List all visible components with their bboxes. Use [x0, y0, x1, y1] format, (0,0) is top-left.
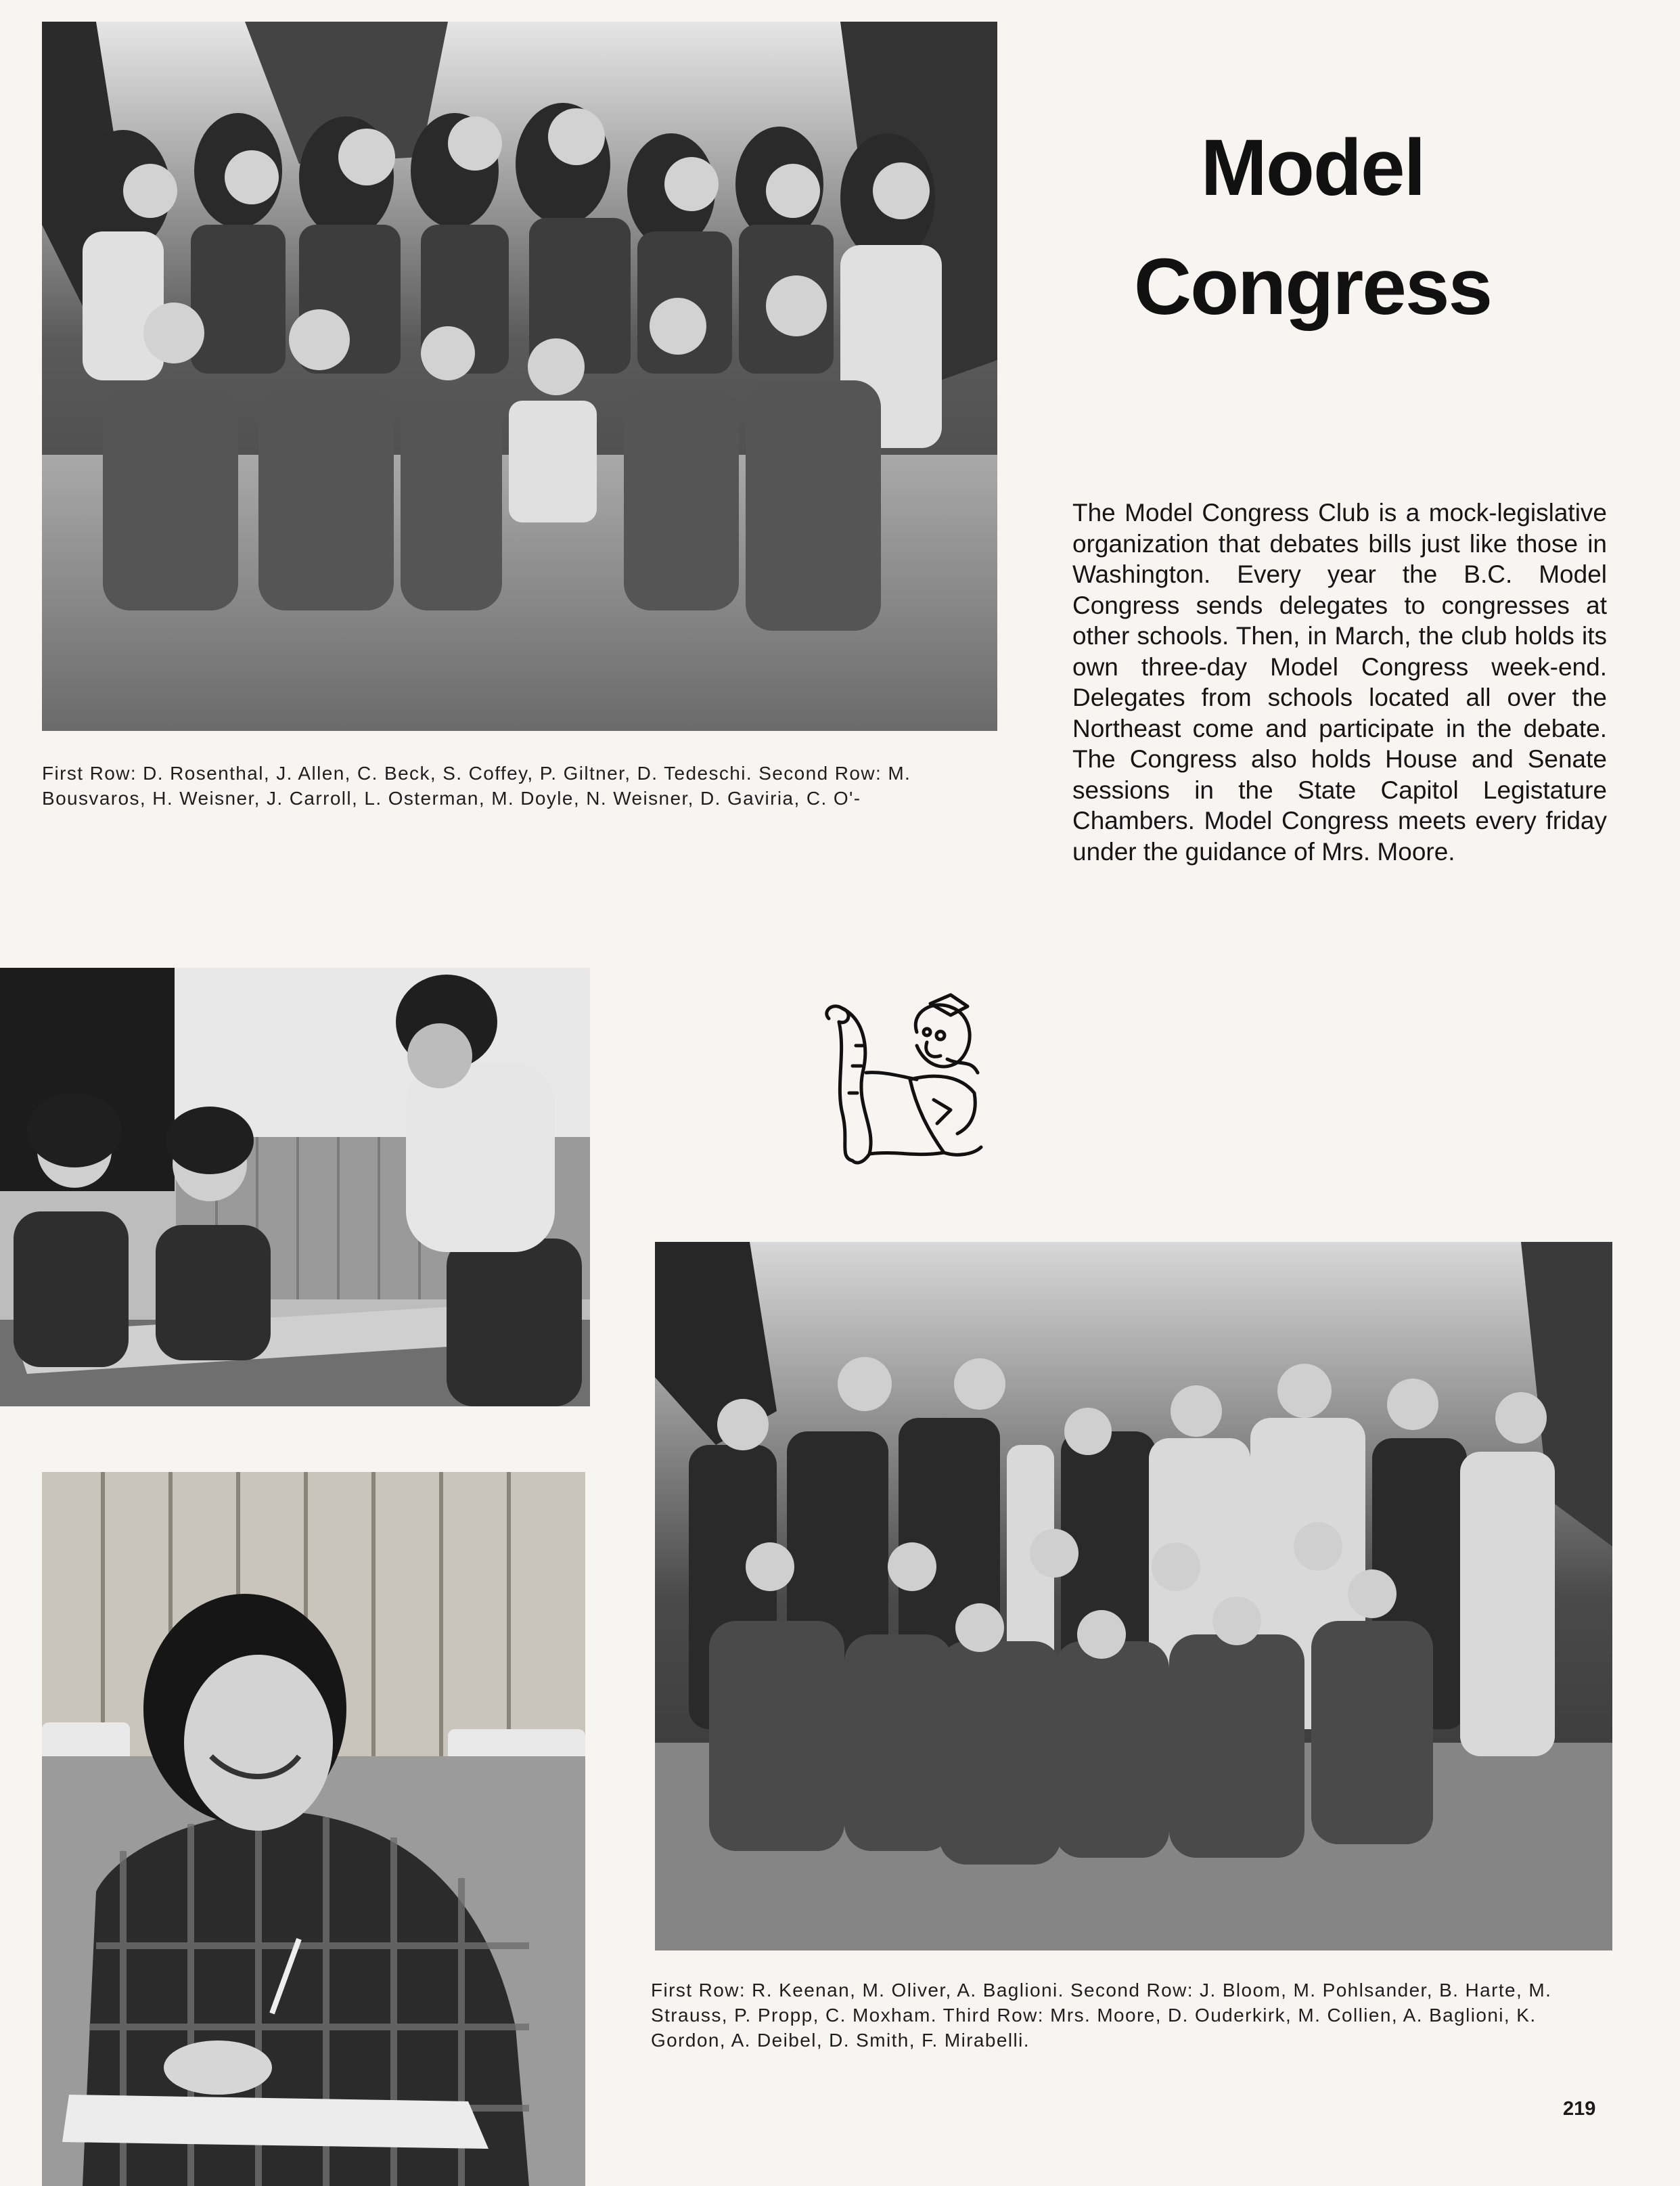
- group-photo-bottom: [655, 1242, 1612, 1950]
- student-writing-photo: [42, 1472, 585, 2186]
- page-title: Model Congress: [1133, 123, 1492, 332]
- page-number: 219: [1563, 2098, 1596, 2120]
- top-photo-caption: First Row: D. Rosenthal, J. Allen, C. Beck, S. Coffey, P. Giltner, D. Tedeschi. Second Row: M. Bousvaros, H. Weisner, J. Carroll, L. Osterman, M. Doyle, N. Weisner, D. Gaviria, C. O'-: [42, 763, 911, 809]
- classroom-photo-discussion: [0, 968, 590, 1406]
- mascot-with-scroll-icon: [815, 991, 998, 1171]
- article-body: The Model Congress Club is a mock-legislative organization that debates bills just like those in Washington. Every year the B.C. Model Congress sends delegates to congresses at other schools. Then, in March, the club holds its own three-day Model Congress week-end. Delegates from schools located all over the Northeast come and participate in the debate. The Congress also holds House and Senate sessions in the State Capitol Legistature Chambers. Model Congress meets every friday under the guidance of Mrs. Moore.: [1072, 499, 1607, 866]
- group-photo-top: [42, 22, 997, 731]
- bottom-photo-caption: First Row: R. Keenan, M. Oliver, A. Baglioni. Second Row: J. Bloom, M. Pohlsander, B. Harte, M. Strauss, P. Propp, C. Moxham. Third Row: Mrs. Moore, D. Ouderkirk, M. Collien, A. Baglioni, K. Gordon, A. Deibel, D. Smith, F. Mirabelli.: [651, 1980, 1552, 2051]
